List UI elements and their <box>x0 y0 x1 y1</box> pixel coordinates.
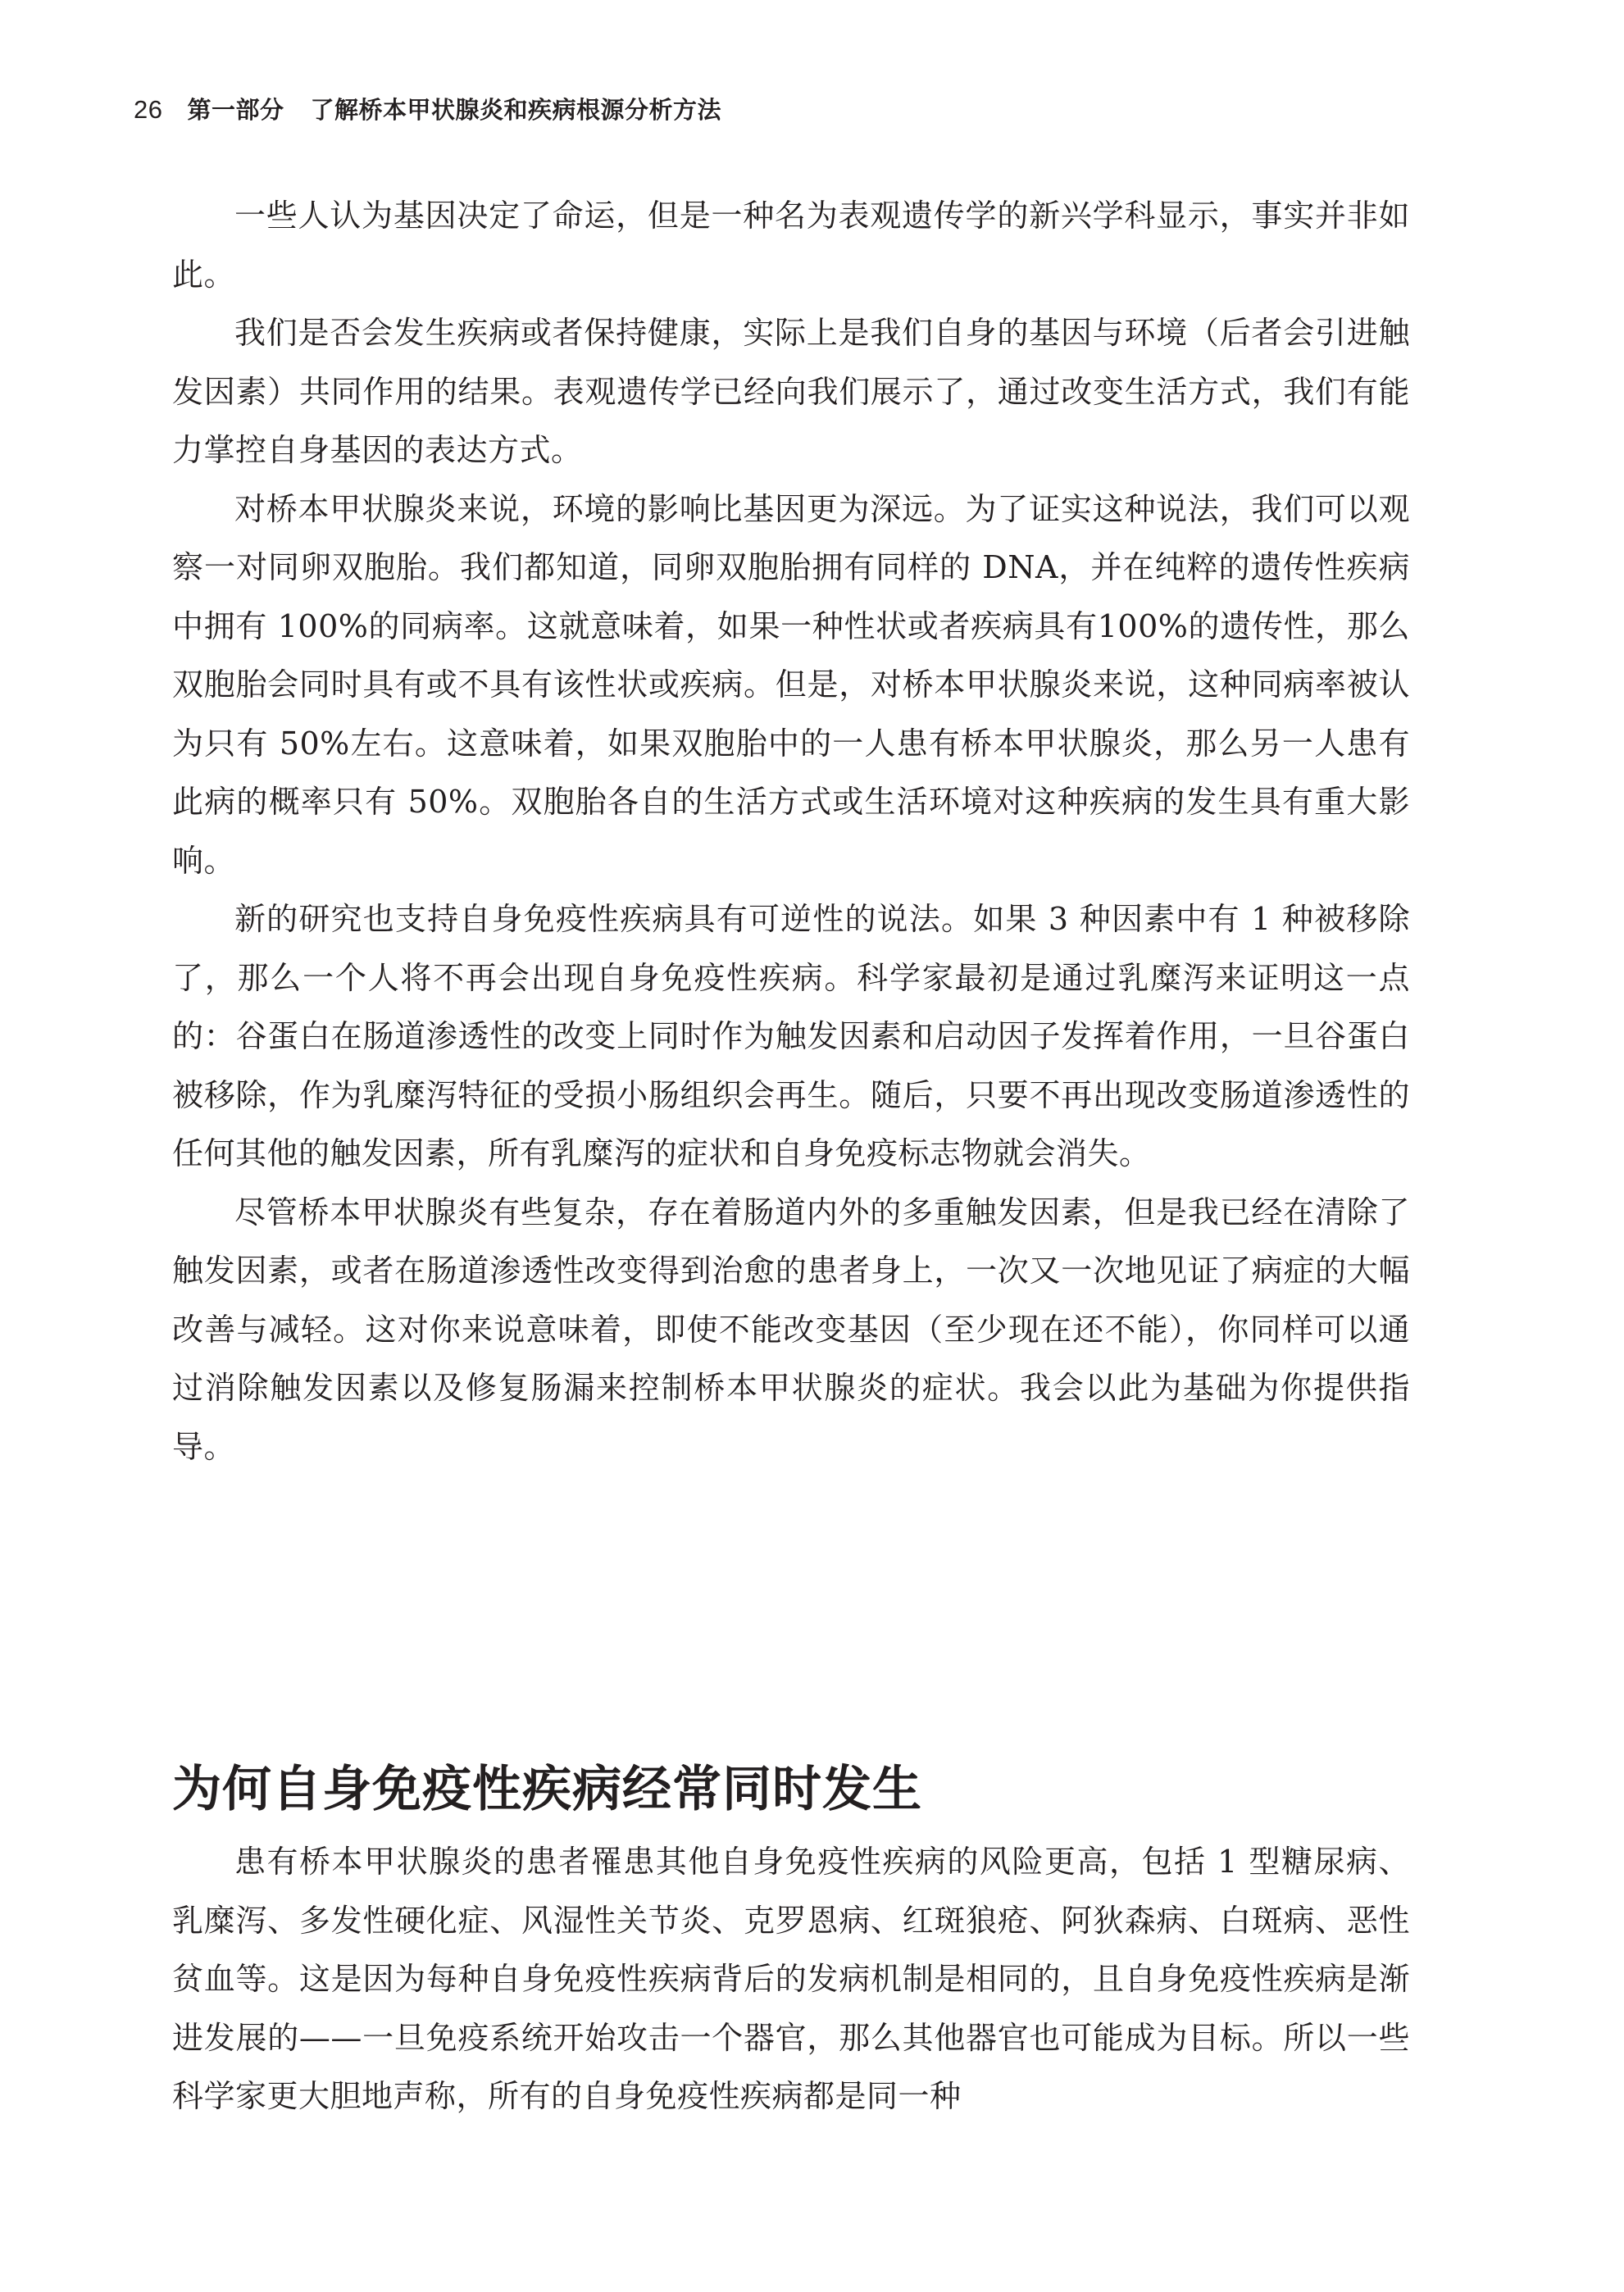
part-title: 了解桥本甲状腺炎和疾病根源分析方法 <box>310 98 722 124</box>
body-text <box>172 187 1410 1476</box>
paragraph: 我们是否会发生疾病或者保持健康，实际上是我们自身的基因与环境（后者会引进触发因素）共同作用的结果。表观遗传学已经向我们展示了，通过改变生活方式，我们有能力掌控自身基因的表达方式。 <box>172 315 1410 468</box>
section-body-text <box>172 1833 1410 2126</box>
paragraph: 尽管桥本甲状腺炎有些复杂，存在着肠道内外的多重触发因素，但是我已经在清除了触发因素，或者在肠道渗透性改变得到治愈的患者身上，一次又一次地见证了病症的大幅改善与减轻。这对你来说意味着，即使不能改变基因（至少现在还不能），你同样可以通过消除触发因素以及修复肠漏来控制桥本甲状腺炎的症状。我会以此为基础为你提供指导。 <box>172 1194 1410 1465</box>
running-header <box>134 89 721 131</box>
paragraph: 新的研究也支持自身免疫性疾病具有可逆性的说法。如果 3 种因素中有 1 种被移除了，那么一个人将不再会出现自身免疫性疾病。科学家最初是通过乳糜泻来证明这一点的：谷蛋白在肠道渗透性的改变上同时作为触发因素和启动因子发挥着作用，一旦谷蛋白被移除，作为乳糜泻特征的受损小肠组织会再生。随后，只要不再出现改变肠道渗透性的任何其他的触发因素，所有乳糜泻的症状和自身免疫标志物就会消失。 <box>172 901 1410 1171</box>
part-label: 第一部分 <box>187 98 284 124</box>
paragraph: 对桥本甲状腺炎来说，环境的影响比基因更为深远。为了证实这种说法，我们可以观察一对同卵双胞胎。我们都知道，同卵双胞胎拥有同样的 DNA，并在纯粹的遗传性疾病中拥有 100%的同病率。这就意味着，如果一种性状或者疾病具有100%的遗传性，那么双胞胎会同时具有或不具有该性状或疾病。但是，对桥本甲状腺炎来说，这种同病率被认为只有 50%左右。这意味着，如果双胞胎中的一人患有桥本甲状腺炎，那么另一人患有此病的概率只有 50%。双胞胎各自的生活方式或生活环境对这种疾病的发生具有重大影响。 <box>172 490 1410 879</box>
paragraph: 一些人认为基因决定了命运，但是一种名为表观遗传学的新兴学科显示，事实并非如此。 <box>172 198 1410 293</box>
section-heading: 为何自身免疫性疾病经常同时发生 <box>172 1760 922 1818</box>
paragraph: 患有桥本甲状腺炎的患者罹患其他自身免疫性疾病的风险更高，包括 1 型糖尿病、乳糜泻、多发性硬化症、风湿性关节炎、克罗恩病、红斑狼疮、阿狄森病、白斑病、恶性贫血等。这是因为每种自身免疫性疾病背后的发病机制是相同的，且自身免疫性疾病是渐进发展的——一旦免疫系统开始攻击一个器官，那么其他器官也可能成为目标。所以一些科学家更大胆地声称，所有的自身免疫性疾病都是同一种 <box>172 1844 1410 2114</box>
page-number: 26 <box>134 95 163 124</box>
